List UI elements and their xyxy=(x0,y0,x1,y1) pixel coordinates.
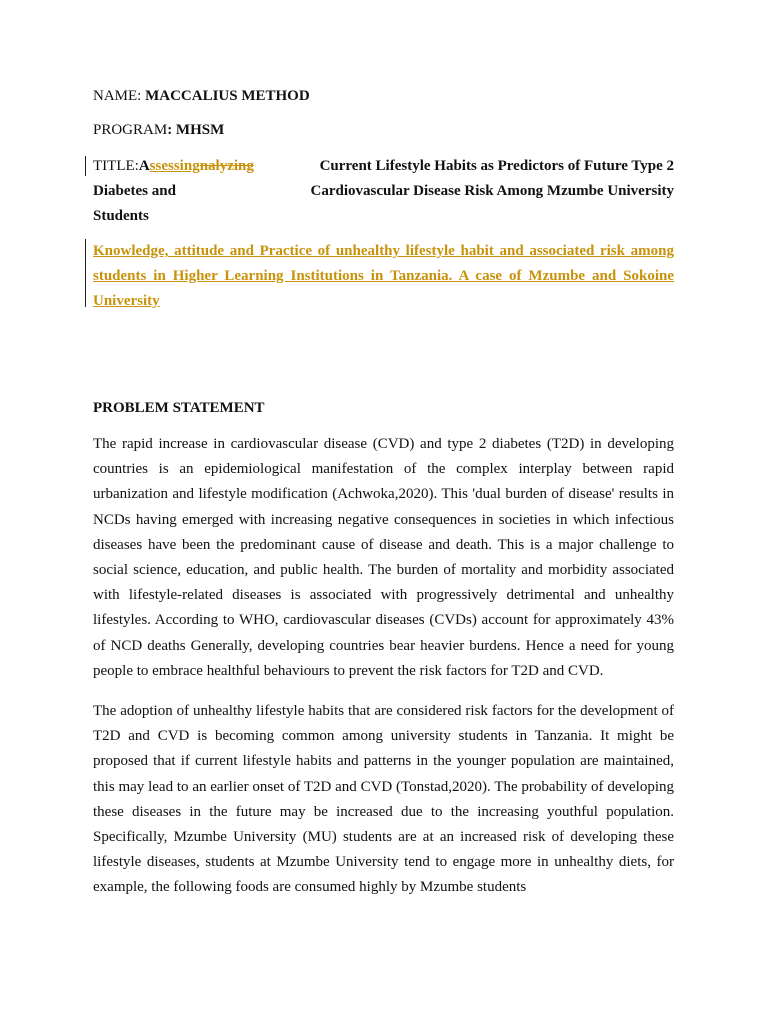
tracked-deletion[interactable]: nalyzing xyxy=(199,158,254,174)
title-line-1-rest: Current Lifestyle Habits as Predictors of Future Type 2 xyxy=(315,158,674,174)
program-value: : MHSM xyxy=(167,122,225,138)
title-block[interactable] xyxy=(93,154,674,229)
paragraph-2: The adoption of unhealthy lifestyle habits that are considered risk factors for the development of T2D and CVD is becoming common among university students in Tanzania. It might be proposed that if current lifestyle habits and patterns in the younger population are maintained, this may lead to an earlier onset of T2D and CVD (Tonstad,2020). The probability of developing these diseases in the future may be increased due to the increasing youthful population. Specifically, Mzumbe University (MU) students are at an increased risk of developing these lifestyle diseases, students at Mzumbe University tend to engage more in unhealthy diets, for example, the following foods are consumed highly by Mzumbe students xyxy=(93,703,674,896)
title-label: TITLE: xyxy=(93,158,139,174)
name-label: NAME: xyxy=(93,88,146,104)
program-line xyxy=(93,120,674,140)
program-label: PROGRAM xyxy=(93,122,168,138)
change-bar-inserted-title xyxy=(85,239,86,307)
title-line-2-right: Cardiovascular Disease Risk Among Mzumbe University xyxy=(310,183,674,199)
problem-statement-heading: PROBLEM STATEMENT xyxy=(93,400,265,416)
title-line-2 xyxy=(93,179,674,204)
inserted-title-text: Knowledge, attitude and Practice of unhealthy lifestyle habit and associated risk among students in Higher Learning Institutions in Tanzania. A case of Mzumbe and Sokoine University xyxy=(93,243,674,309)
document-page xyxy=(93,86,674,916)
tracked-insertion[interactable]: ssessing xyxy=(149,158,200,174)
title-line-1 xyxy=(93,154,674,179)
change-bar-title xyxy=(85,156,86,176)
title-first-letter: A xyxy=(138,158,150,174)
paragraph-1: The rapid increase in cardiovascular disease (CVD) and type 2 diabetes (T2D) in developing countries is an epidemiological manifestation of the complex interplay between rapid urbanization and lifestyle modification (Achwoka,2020). This 'dual burden of disease' results in NCDs having emerged with increasing negative consequences in societies in which infectious diseases have been the predominant cause of disease and death. This is a major challenge to social science, education, and public health. The burden of mortality and morbidity associated with lifestyle-related diseases is associated with progressively detrimental and unhealthy lifestyles. According to WHO, cardiovascular diseases (CVDs) account for approximately 43% of NCD deaths Generally, developing countries bear heavier burdens. Hence a need for young people to embrace healthful behaviours to prevent the risk factors for T2D and CVD. xyxy=(93,436,674,679)
name-line xyxy=(93,86,674,106)
title-line-2-left: Diabetes and xyxy=(93,183,176,199)
inserted-title-block[interactable] xyxy=(93,239,674,314)
title-line-3: Students xyxy=(93,208,149,224)
name-value: MACCALIUS METHOD xyxy=(145,88,310,104)
